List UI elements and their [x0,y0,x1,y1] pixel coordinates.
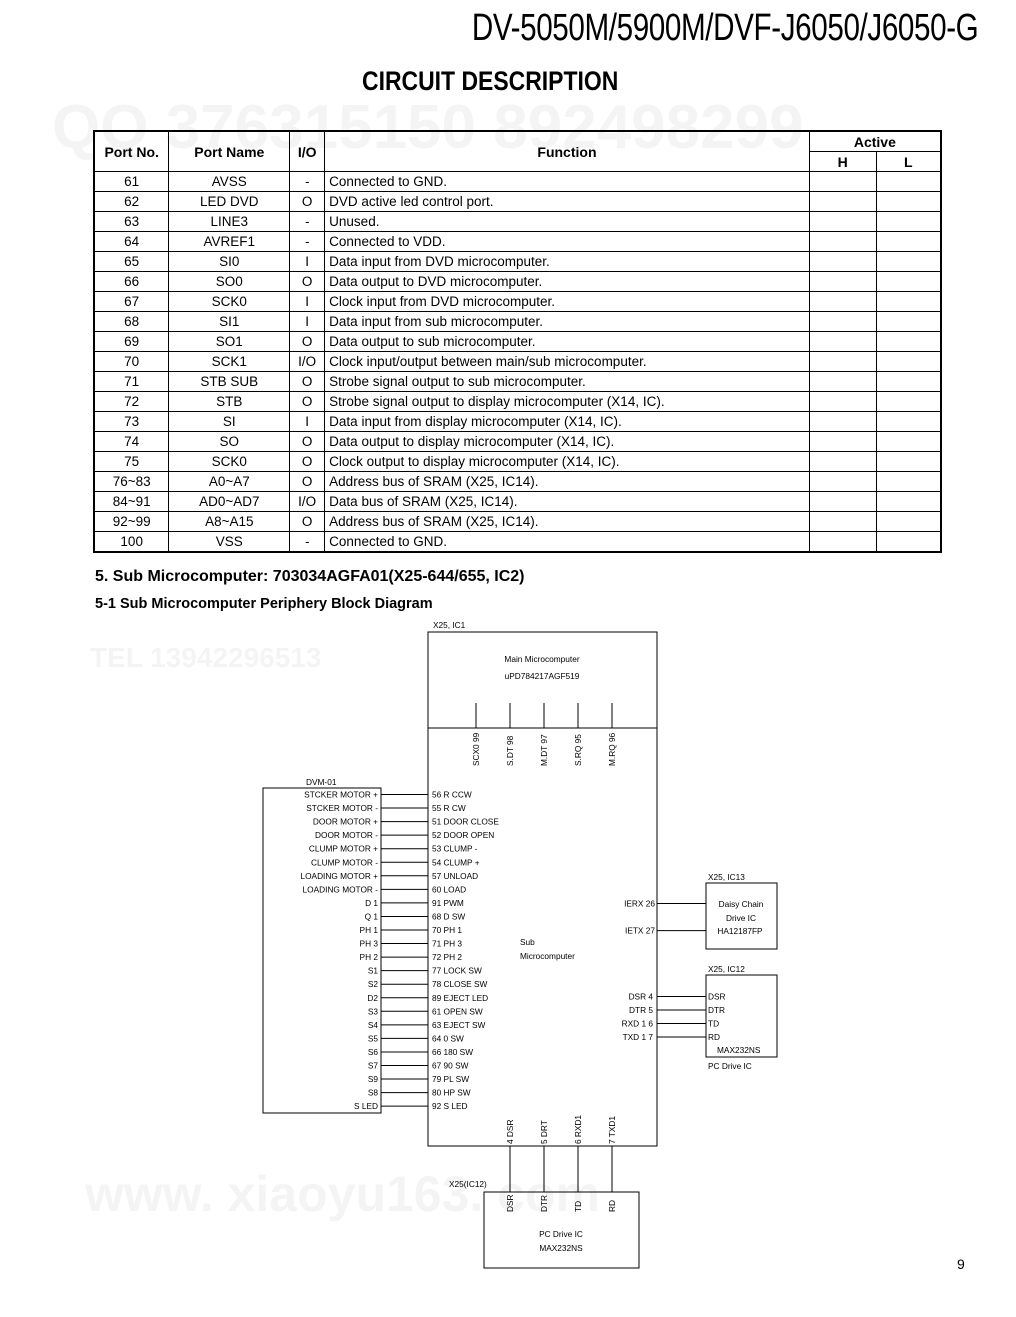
daisy-part: HA12187FP [717,926,763,936]
active-h-cell [809,332,876,352]
function-cell: Address bus of SRAM (X25, IC14). [325,512,810,532]
active-l-cell [876,492,941,512]
table-row [94,212,941,232]
table-row [94,532,941,553]
active-l-cell [876,392,941,412]
function-cell: Data output to sub microcomputer. [325,332,810,352]
dvm-signal-label: CLUMP MOTOR - [311,857,378,868]
header-active-h: H [809,152,876,172]
port-no-cell: 65 [94,252,169,272]
sub-name-1: Sub [520,937,535,947]
function-cell: DVD active led control port. [325,192,810,212]
io-cell: O [290,432,325,452]
port-name-cell: LINE3 [169,212,290,232]
port-name-cell: SCK1 [169,352,290,372]
port-no-cell: 61 [94,172,169,192]
port-no-cell: 63 [94,212,169,232]
sub-pin-label: 52 DOOR OPEN [432,830,495,841]
function-cell: Clock input from DVD microcomputer. [325,292,810,312]
top-pin-label: M.DT 97 [539,734,549,766]
function-cell: Connected to GND. [325,172,810,192]
dvm-signal-label: Q 1 [364,911,378,922]
port-no-cell: 84~91 [94,492,169,512]
dvm-signal-label: S5 [367,1033,378,1044]
port-name-cell: A0~A7 [169,472,290,492]
table-row [94,192,941,212]
io-cell: O [290,472,325,492]
function-cell: Data input from display microcomputer (X14, IC). [325,412,810,432]
function-cell: Data bus of SRAM (X25, IC14). [325,492,810,512]
pc-pin-label: DSR [505,1194,515,1212]
dvm-signal-label: S LED [354,1101,378,1112]
io-cell: I [290,292,325,312]
right-pin-label: IETX 27 [625,925,655,936]
port-no-cell: 64 [94,232,169,252]
pc-pin-label: DTR [539,1194,549,1212]
table-row [94,392,941,412]
active-h-cell [809,512,876,532]
active-h-cell [809,192,876,212]
io-cell: O [290,332,325,352]
function-cell: Strobe signal output to display microcomputer (X14, IC). [325,392,810,412]
sub-pin-label: 80 HP SW [432,1087,471,1098]
active-h-cell [809,252,876,272]
port-no-cell: 68 [94,312,169,332]
table-row [94,232,941,252]
section-subtitle: 5-1 Sub Microcomputer Periphery Block Diagram [95,596,433,612]
bottom-pin-label: 7 TXD1 [607,1116,617,1144]
top-pin-label: SCX0 99 [471,732,481,766]
function-cell: Clock input/output between main/sub microcomputer. [325,352,810,372]
port-name-cell: AD0~AD7 [169,492,290,512]
right-pin-label: IERX 26 [624,898,655,909]
dvm-signal-label: CLUMP MOTOR + [308,843,378,854]
port-name-cell: SI [169,412,290,432]
io-cell: I [290,252,325,272]
function-cell: Data output to DVD microcomputer. [325,272,810,292]
active-l-cell [876,212,941,232]
table-row [94,172,941,192]
dvm-signal-label: PH 1 [359,925,378,935]
port-name-cell: LED DVD [169,192,290,212]
table-row [94,452,941,472]
active-l-cell [876,252,941,272]
active-l-cell [876,532,941,553]
io-cell: I [290,312,325,332]
table-row [94,312,941,332]
dvm-signal-label: PH 3 [359,938,378,949]
right-pin-label: RXD 1 6 [621,1018,653,1029]
sub-pin-label: 89 EJECT LED [432,992,489,1003]
sub-pin-label: 71 PH 3 [432,938,462,949]
active-h-cell [809,232,876,252]
sub-pin-label: 60 LOAD [432,884,467,895]
daisy-ref: X25, IC13 [708,872,745,882]
port-name-cell: AVSS [169,172,290,192]
io-cell: O [290,512,325,532]
active-h-cell [809,392,876,412]
active-h-cell [809,292,876,312]
table-row [94,412,941,432]
dvm-signal-label: LOADING MOTOR + [300,870,378,881]
dvm-signal-label: S8 [367,1087,378,1098]
active-l-cell [876,372,941,392]
port-no-cell: 71 [94,372,169,392]
dvm-signal-label: STCKER MOTOR - [306,803,378,814]
dvm-signal-label: LOADING MOTOR - [302,884,378,895]
table-row [94,432,941,452]
dvm-signal-label: S1 [367,965,378,976]
io-cell: - [290,172,325,192]
port-no-cell: 74 [94,432,169,452]
active-l-cell [876,412,941,432]
dvm-signal-label: S6 [367,1046,378,1057]
dvm-signal-label: PH 2 [359,952,378,963]
active-h-cell [809,492,876,512]
sub-pin-label: 55 R CW [432,803,466,814]
table-row [94,492,941,512]
dvm-signal-label: S7 [367,1060,378,1071]
top-pin-label: S.RQ 95 [573,734,583,766]
bottom-pin-label: 6 RXD1 [573,1114,583,1144]
sub-pin-label: 91 PWM [432,897,464,908]
model-title: DV-5050M/5900M/DVF-J6050/J6050-G [471,7,978,49]
sub-pin-label: 79 PL SW [432,1074,470,1085]
header-function: Function [325,131,810,172]
port-no-cell: 70 [94,352,169,372]
bottom-pin-label: 5 DRT [539,1120,549,1144]
header-active: Active [809,131,941,152]
active-h-cell [809,452,876,472]
io-cell: O [290,192,325,212]
table-row [94,352,941,372]
port-name-cell: SCK0 [169,292,290,312]
max-ref: X25, IC12 [708,964,745,974]
port-no-cell: 72 [94,392,169,412]
pc-pin-label: RD [607,1200,617,1212]
pc-ref: X25(IC12) [449,1179,487,1189]
function-cell: Clock output to display microcomputer (X14, IC). [325,452,810,472]
active-h-cell [809,412,876,432]
port-name-cell: SO1 [169,332,290,352]
function-cell: Unused. [325,212,810,232]
max-caption: PC Drive IC [708,1061,752,1071]
sub-pin-label: 56 R CCW [432,789,472,800]
sub-pin-label: 53 CLUMP - [432,843,478,854]
port-name-cell: SO0 [169,272,290,292]
dvm-signal-label: STCKER MOTOR + [304,789,378,800]
sub-pin-label: 51 DOOR CLOSE [432,816,499,827]
table-row [94,472,941,492]
dvm-signal-label: D 1 [365,897,378,908]
sub-pin-label: 77 LOCK SW [432,965,482,976]
port-name-cell: AVREF1 [169,232,290,252]
header-port-name: Port Name [169,131,290,172]
table-row [94,272,941,292]
port-name-cell: STB SUB [169,372,290,392]
sub-pin-label: 61 OPEN SW [432,1006,483,1017]
port-name-cell: A8~A15 [169,512,290,532]
sub-name-2: Microcomputer [520,951,575,961]
active-h-cell [809,272,876,292]
port-no-cell: 62 [94,192,169,212]
port-no-cell: 92~99 [94,512,169,532]
function-cell: Connected to VDD. [325,232,810,252]
sub-pin-label: 66 180 SW [432,1046,474,1057]
active-l-cell [876,472,941,492]
main-ref: X25, IC1 [433,620,466,630]
port-table [93,130,942,553]
dvm-signal-label: D2 [367,992,378,1003]
sub-pin-label: 72 PH 2 [432,952,462,963]
max-pin-label: DTR [708,1005,726,1015]
io-cell: - [290,232,325,252]
port-no-cell: 75 [94,452,169,472]
sub-pin-label: 54 CLUMP + [432,857,480,868]
header-port-no: Port No. [94,131,169,172]
port-no-cell: 100 [94,532,169,553]
table-row [94,512,941,532]
active-l-cell [876,312,941,332]
active-h-cell [809,472,876,492]
port-no-cell: 73 [94,412,169,432]
daisy-name-2: Drive IC [726,913,756,923]
active-l-cell [876,172,941,192]
top-pin-label: S.DT 98 [505,735,515,766]
dvm-signal-label: S9 [367,1074,378,1085]
sub-pin-label: 63 EJECT SW [432,1019,486,1030]
io-cell: O [290,372,325,392]
max-pin-label: TD [708,1018,720,1029]
top-pin-label: M.RQ 96 [607,732,617,766]
sub-pin-label: 70 PH 1 [432,925,462,935]
io-cell: I/O [290,492,325,512]
active-l-cell [876,512,941,532]
table-row [94,252,941,272]
right-pin-label: TXD 1 7 [622,1032,653,1042]
active-l-cell [876,192,941,212]
active-l-cell [876,332,941,352]
port-name-cell: VSS [169,532,290,553]
sub-pin-label: 92 S LED [432,1101,468,1112]
io-cell: I [290,412,325,432]
section-title: 5. Sub Microcomputer: 703034AGFA01(X25-644/655, IC2) [95,568,525,585]
function-cell: Strobe signal output to sub microcomputer. [325,372,810,392]
right-pin-label: DTR 5 [629,1005,653,1015]
dvm-signal-label: S2 [367,979,378,990]
io-cell: - [290,212,325,232]
block-diagram [0,615,1016,1275]
sub-pin-label: 68 D SW [432,911,466,922]
function-cell: Address bus of SRAM (X25, IC14). [325,472,810,492]
max-pin-label: DSR [708,991,726,1002]
header-io: I/O [290,131,325,172]
active-h-cell [809,312,876,332]
dvm-signal-label: S3 [367,1006,378,1017]
active-h-cell [809,212,876,232]
function-cell: Data input from sub microcomputer. [325,312,810,332]
max-pin-label: RD [708,1032,720,1042]
sub-pin-label: 57 UNLOAD [432,870,479,881]
port-no-cell: 69 [94,332,169,352]
port-name-cell: SO [169,432,290,452]
io-cell: I/O [290,352,325,372]
io-cell: - [290,532,325,553]
active-l-cell [876,232,941,252]
port-name-cell: SI0 [169,252,290,272]
right-pin-label: DSR 4 [628,991,653,1002]
active-h-cell [809,432,876,452]
sub-pin-label: 64 0 SW [432,1033,464,1044]
port-name-cell: SI1 [169,312,290,332]
dvm-label: DVM-01 [306,777,337,787]
pc-pin-label: TD [573,1200,583,1212]
active-h-cell [809,172,876,192]
sub-pin-label: 67 90 SW [432,1060,469,1071]
active-h-cell [809,352,876,372]
port-no-cell: 76~83 [94,472,169,492]
header-active-l: L [876,152,941,172]
table-row [94,372,941,392]
table-row [94,332,941,352]
main-name: Main Microcomputer [504,654,580,664]
page-title: CIRCUIT DESCRIPTION [362,66,619,96]
dvm-signal-label: DOOR MOTOR - [315,830,378,841]
main-part: uPD784217AGF519 [504,671,580,681]
max-part: MAX232NS [717,1045,761,1055]
port-no-cell: 66 [94,272,169,292]
table-row [94,292,941,312]
dvm-signal-label: DOOR MOTOR + [312,816,378,827]
io-cell: O [290,272,325,292]
dvm-signal-label: S4 [367,1019,378,1030]
function-cell: Data input from DVD microcomputer. [325,252,810,272]
pc-part: MAX232NS [539,1243,583,1253]
active-l-cell [876,432,941,452]
page-number: 9 [957,1256,965,1272]
function-cell: Data output to display microcomputer (X14, IC). [325,432,810,452]
active-h-cell [809,532,876,553]
active-l-cell [876,352,941,372]
io-cell: O [290,392,325,412]
active-l-cell [876,272,941,292]
daisy-name-1: Daisy Chain [718,899,764,909]
bottom-pin-label: 4 DSR [505,1119,515,1144]
port-no-cell: 67 [94,292,169,312]
active-l-cell [876,452,941,472]
port-name-cell: SCK0 [169,452,290,472]
sub-pin-label: 78 CLOSE SW [432,979,488,990]
pc-name: PC Drive IC [539,1229,583,1239]
port-name-cell: STB [169,392,290,412]
io-cell: O [290,452,325,472]
active-l-cell [876,292,941,312]
function-cell: Connected to GND. [325,532,810,553]
active-h-cell [809,372,876,392]
